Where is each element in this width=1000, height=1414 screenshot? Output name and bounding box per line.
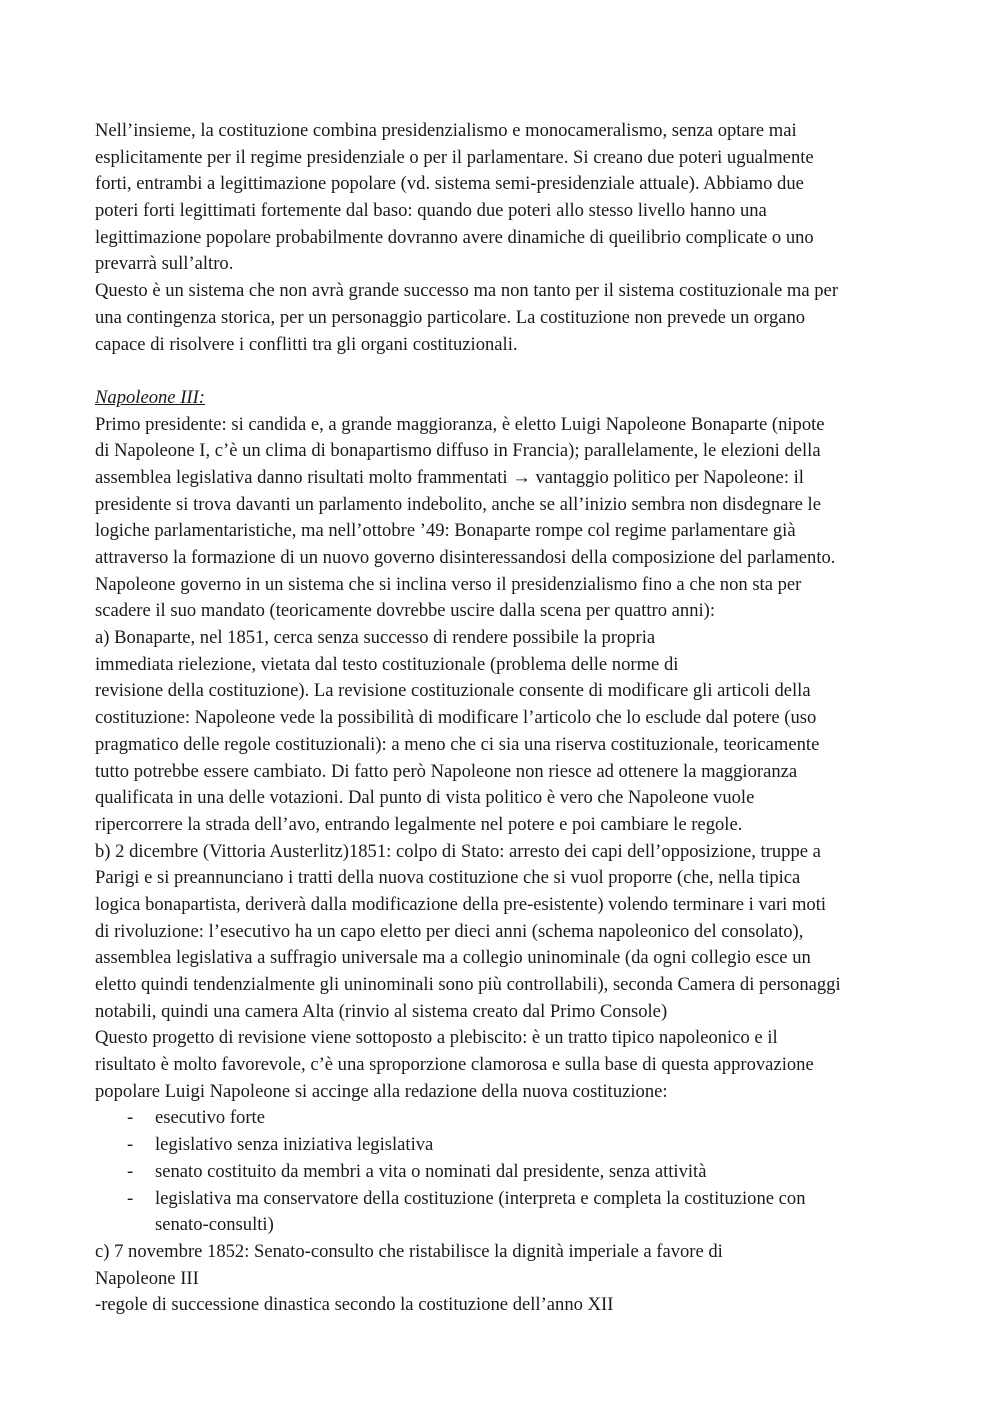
- list-item-text: senato-consulti): [155, 1214, 274, 1236]
- text-line: Napoleone III: [95, 1267, 199, 1289]
- paragraph-napoleone: [95, 412, 907, 1106]
- text-line: revisione della costituzione). La revisione costituzionale consente di modificare gli articoli della: [95, 680, 811, 702]
- text-line: a) Bonaparte, nel 1851, cerca senza successo di rendere possibile la propria: [95, 627, 656, 649]
- text-line: tutto potrebbe essere cambiato. Di fatto però Napoleone non riesce ad ottenere la maggioranza: [95, 760, 798, 782]
- list-item-text: legislativa ma conservatore della costituzione (interpreta e completa la costituzione con: [155, 1187, 806, 1209]
- text-line: logica bonapartista, deriverà dalla modificazione della pre-esistente) volendo terminare i vari moti: [95, 893, 827, 915]
- text-line: pragmatico delle regole costituzionali): a meno che ci sia una riserva costituzionale, teoricamente: [95, 733, 820, 755]
- text-line: legittimazione popolare probabilmente dovranno avere dinamiche di queilibrio complicate o uno: [95, 226, 814, 248]
- text-line: scadere il suo mandato (teoricamente dovrebbe uscire dalla scena per quattro anni):: [95, 600, 716, 622]
- text-line: presidente si trova davanti un parlamento indebolito, anche se all’inizio sembra non disdegnare le: [95, 493, 821, 515]
- list-item: [95, 1212, 907, 1239]
- text-line: Questo progetto di revisione viene sottoposto a plebiscito: è un tratto tipico napoleonico e il: [95, 1027, 778, 1049]
- list-item-text: esecutivo forte: [155, 1107, 265, 1129]
- text-line: -regole di successione dinastica secondo la costituzione dell’anno XII: [95, 1294, 614, 1316]
- text-line: Questo è un sistema che non avrà grande successo ma non tanto per il sistema costituzionale ma per: [95, 280, 839, 302]
- section-heading: Napoleone III:: [95, 386, 205, 408]
- bullet-dash: -: [127, 1187, 134, 1209]
- bullet-dash: -: [127, 1134, 134, 1156]
- text-line: di Napoleone I, c’è un clima di bonapartismo diffuso in Francia); parallelamente, le elezioni della: [95, 440, 821, 462]
- text-line: di rivoluzione: l’esecutivo ha un capo eletto per dieci anni (schema napoleonico del consolato),: [95, 920, 804, 942]
- list-item-text: legislativo senza iniziativa legislativa: [155, 1134, 434, 1156]
- text-line: risultato è molto favorevole, c’è una sproporzione clamorosa e sulla base di questa approvazione: [95, 1054, 814, 1076]
- text-line: prevarrà sull’altro.: [95, 253, 234, 275]
- list-item: [95, 1105, 907, 1132]
- text-line: assemblea legislativa danno risultati molto frammentati → vantaggio politico per Napoleone: il: [95, 466, 804, 488]
- text-line: esplicitamente per il regime presidenziale o per il parlamentare. Si creano due poteri ugualmente: [95, 146, 814, 168]
- paragraph-intro: [95, 118, 907, 278]
- text-line: qualificata in una delle votazioni. Dal punto di vista politico è vero che Napoleone vuole: [95, 787, 755, 809]
- text-line: poteri forti legittimati fortemente dal baso: quando due poteri allo stesso livello hanno una: [95, 200, 767, 222]
- text-line: Napoleone governo in un sistema che si inclina verso il presidenzialismo fino a che non sta per: [95, 573, 802, 595]
- text-line: logiche parlamentaristiche, ma nell’ottobre ’49: Bonaparte rompe col regime parlamentare già: [95, 520, 796, 542]
- list-item-text: senato costituito da membri a vita o nominati dal presidente, senza attività: [155, 1160, 707, 1182]
- text-line: Parigi e si preannunciano i tratti della nuova costituzione che si vuol proporre (che, nella tipica: [95, 867, 801, 889]
- text-line: ripercorrere la strada dell’avo, entrando legalmente nel potere e poi cambiare le regole.: [95, 813, 743, 835]
- text-line: Primo presidente: si candida e, a grande maggioranza, è eletto Luigi Napoleone Bonaparte (nipote: [95, 413, 825, 435]
- text-line: popolare Luigi Napoleone si accinge alla redazione della nuova costituzione:: [95, 1080, 668, 1102]
- text-line: costituzione: Napoleone vede la possibilità di modificare l’articolo che lo esclude dal potere (uso: [95, 707, 817, 729]
- text-line: forti, entrambi a legittimazione popolare (vd. sistema semi-presidenziale attuale). Abbiamo due: [95, 173, 804, 195]
- text-line: capace di risolvere i conflitti tra gli organi costituzionali.: [95, 333, 518, 355]
- list-item: [95, 1186, 907, 1213]
- blank-line: [95, 358, 907, 385]
- text-line: eletto quindi tendenzialmente gli uninominali sono più controllabili), seconda Camera di personaggi: [95, 974, 841, 995]
- text-line: Nell’insieme, la costituzione combina presidenzialismo e monocameralismo, senza optare mai: [95, 120, 797, 141]
- paragraph-senato-consulto: [95, 1239, 907, 1319]
- text-line: una contingenza storica, per un personaggio particolare. La costituzione non prevede un organo: [95, 306, 806, 328]
- bullet-list: [95, 1105, 907, 1238]
- paragraph-success: [95, 278, 907, 358]
- text-line: attraverso la formazione di un nuovo governo disinteressandosi della composizione del parlamento.: [95, 547, 836, 568]
- document-page: [95, 118, 907, 1319]
- list-item: [95, 1159, 907, 1186]
- text-line: assemblea legislativa a suffragio universale ma a collegio uninominale (da ogni collegio esce un: [95, 947, 811, 969]
- text-line: notabili, quindi una camera Alta (rinvio al sistema creato dal Primo Console): [95, 1000, 668, 1022]
- bullet-dash: [95, 1212, 155, 1239]
- list-item: [95, 1132, 907, 1159]
- bullet-dash: -: [127, 1107, 134, 1129]
- text-line: c) 7 novembre 1852: Senato-consulto che ristabilisce la dignità imperiale a favore di: [95, 1240, 723, 1262]
- bullet-dash: -: [127, 1160, 134, 1182]
- text-line: b) 2 dicembre (Vittoria Austerlitz)1851: colpo di Stato: arresto dei capi dell’opposizione, truppe a: [95, 840, 821, 862]
- text-line: immediata rielezione, vietata dal testo costituzionale (problema delle norme di: [95, 653, 679, 675]
